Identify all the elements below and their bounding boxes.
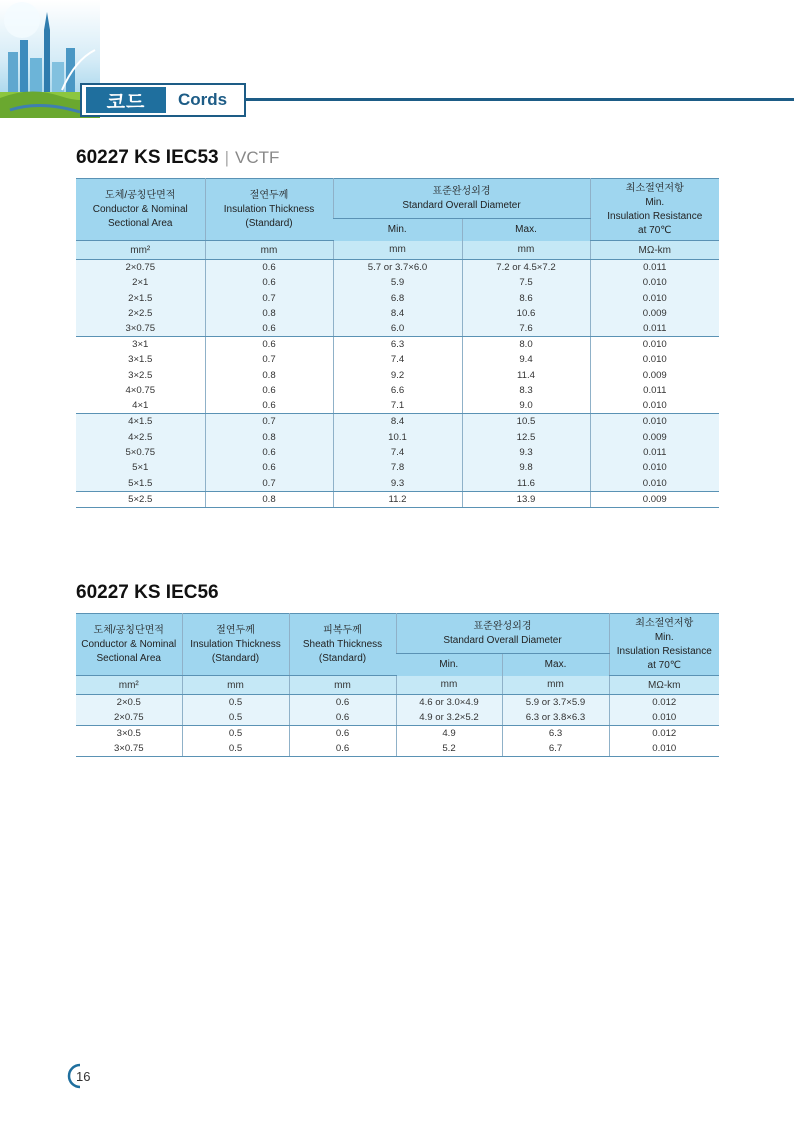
table-row: [76, 306, 719, 321]
table-cell: 0.010: [590, 352, 719, 367]
table-cell: 0.5: [182, 695, 289, 711]
header-text-en: Sheath Thickness: [302, 638, 383, 650]
table-cell: 7.2 or 4.5×7.2: [462, 260, 590, 276]
header-text-en: Insulation Resistance: [616, 645, 712, 657]
table-cell: 5×2.5: [76, 491, 205, 507]
header-text-kr: 최소절연저항: [635, 617, 694, 629]
table-cell: 7.5: [462, 275, 590, 290]
table-cell: 12.5: [462, 429, 590, 444]
table-row: [76, 260, 719, 276]
page-number-text: 16: [76, 1069, 91, 1084]
table-cell: 6.3: [333, 337, 462, 353]
page-number: [66, 1062, 96, 1090]
table-row: [76, 321, 719, 337]
header-text-en: (Standard): [245, 217, 293, 229]
table-cell: 2×1.5: [76, 290, 205, 305]
table-cell: 0.010: [590, 337, 719, 353]
table-cell: 7.4: [333, 445, 462, 460]
table-row: [76, 476, 719, 492]
table-cell: 0.5: [182, 710, 289, 726]
table-row: [76, 429, 719, 444]
header-text-kr: 표준완성외경: [473, 620, 532, 632]
table-cell: 0.011: [590, 321, 719, 337]
table1-header-min: Min.: [333, 219, 462, 241]
table-cell: 3×1: [76, 337, 205, 353]
table-cell: 8.0: [462, 337, 590, 353]
table1: [76, 178, 719, 508]
header-text-en: Sectional Area: [108, 217, 173, 229]
unit-cell: mm: [289, 676, 396, 695]
table-cell: 0.6: [205, 260, 333, 276]
table-cell: 0.7: [205, 476, 333, 492]
table1-header-resistance: [590, 179, 719, 241]
table-row: [76, 491, 719, 507]
table-row: [76, 710, 719, 726]
table2-header-conductor: [76, 614, 182, 676]
unit-cell: MΩ-km: [590, 241, 719, 260]
table-cell: 0.009: [590, 368, 719, 383]
table-cell: 11.2: [333, 491, 462, 507]
table-row: [76, 368, 719, 383]
header-text-en: Insulation Thickness: [223, 203, 315, 215]
table-cell: 6.7: [502, 741, 609, 757]
table-cell: 0.010: [590, 460, 719, 475]
table-cell: 7.1: [333, 398, 462, 414]
table-cell: 5.9: [333, 275, 462, 290]
table1-title-main: 60227 KS IEC53: [76, 147, 219, 168]
section-tab: [80, 83, 246, 117]
table-cell: 0.6: [289, 710, 396, 726]
header-text-en: Min.: [645, 196, 665, 208]
table-row: [76, 695, 719, 711]
header-text-en: (Standard): [211, 652, 260, 664]
table-cell: 6.3 or 3.8×6.3: [502, 710, 609, 726]
table-cell: 3×2.5: [76, 368, 205, 383]
table-cell: 2×0.75: [76, 710, 182, 726]
table-cell: 0.010: [590, 476, 719, 492]
table-cell: 10.5: [462, 414, 590, 430]
table-cell: 6.8: [333, 290, 462, 305]
unit-cell: mm: [502, 676, 609, 695]
table-cell: 5.7 or 3.7×6.0: [333, 260, 462, 276]
table1-subtitle: VCTF: [235, 148, 280, 167]
table1-header-max: Max.: [462, 219, 590, 241]
header-text-kr: 최소절연저항: [625, 182, 684, 194]
table-cell: 9.3: [462, 445, 590, 460]
table-row: [76, 741, 719, 757]
header-text-en: Standard Overall Diameter: [443, 634, 562, 646]
table-cell: 3×0.75: [76, 321, 205, 337]
unit-cell: mm: [396, 676, 502, 695]
section-tab-english: Cords: [178, 90, 228, 109]
table-row: [76, 290, 719, 305]
table-cell: 11.6: [462, 476, 590, 492]
unit-cell: MΩ-km: [609, 676, 719, 695]
unit-cell: mm: [205, 241, 333, 260]
table-cell: 9.8: [462, 460, 590, 475]
table-cell: 0.8: [205, 429, 333, 444]
table-cell: 4×1: [76, 398, 205, 414]
table-cell: 0.012: [609, 726, 719, 742]
table-cell: 7.6: [462, 321, 590, 337]
table-cell: 2×2.5: [76, 306, 205, 321]
table-cell: 6.3: [502, 726, 609, 742]
table2-header-max: Max.: [502, 654, 609, 676]
table-cell: 0.011: [590, 383, 719, 398]
header-text-kr: 절연두께: [216, 624, 255, 636]
header-text-kr: 표준완성외경: [432, 185, 491, 197]
table-cell: 2×0.5: [76, 695, 182, 711]
table-cell: 11.4: [462, 368, 590, 383]
table-cell: 8.6: [462, 290, 590, 305]
header-text-en: Conductor & Nominal: [92, 203, 188, 215]
table-cell: 0.6: [205, 321, 333, 337]
header-text-en: Standard Overall Diameter: [402, 199, 521, 211]
table-cell: 4.9: [396, 726, 502, 742]
table-cell: 0.8: [205, 491, 333, 507]
table-cell: 4.9 or 3.2×5.2: [396, 710, 502, 726]
table1-title: [76, 147, 279, 169]
table-cell: 2×1: [76, 275, 205, 290]
table2-header-min: Min.: [396, 654, 502, 676]
table-cell: 5.2: [396, 741, 502, 757]
table-cell: 4×2.5: [76, 429, 205, 444]
table-cell: 0.7: [205, 414, 333, 430]
table-cell: 0.010: [590, 275, 719, 290]
table-cell: 2×0.75: [76, 260, 205, 276]
table-cell: 0.5: [182, 726, 289, 742]
table-cell: 0.010: [590, 414, 719, 430]
table-cell: 13.9: [462, 491, 590, 507]
table-cell: 0.6: [205, 445, 333, 460]
table-cell: 9.4: [462, 352, 590, 367]
table-cell: 0.010: [609, 710, 719, 726]
table-cell: 9.3: [333, 476, 462, 492]
table-cell: 5×1: [76, 460, 205, 475]
table2: [76, 613, 719, 757]
table-row: [76, 383, 719, 398]
header-text-en: Insulation Resistance: [607, 210, 703, 222]
section-tab-korean: 코드: [86, 87, 166, 113]
table-cell: 5×1.5: [76, 476, 205, 492]
header-text-kr: 도체/공칭단면적: [105, 189, 176, 201]
unit-cell: mm²: [76, 241, 205, 260]
table-row: [76, 445, 719, 460]
header-text-kr: 피복두께: [323, 624, 362, 636]
header-text-en: Conductor & Nominal: [81, 638, 177, 650]
table-cell: 6.6: [333, 383, 462, 398]
table-cell: 4.6 or 3.0×4.9: [396, 695, 502, 711]
header-text-kr: 도체/공칭단면적: [93, 624, 164, 636]
table-cell: 7.8: [333, 460, 462, 475]
header-rule: [246, 98, 794, 101]
table-cell: 0.6: [205, 398, 333, 414]
table-cell: 0.6: [205, 275, 333, 290]
table-row: [76, 414, 719, 430]
table-row: [76, 398, 719, 414]
table-cell: 5.9 or 3.7×5.9: [502, 695, 609, 711]
table-cell: 0.8: [205, 306, 333, 321]
table-cell: 0.009: [590, 429, 719, 444]
table2-title: [76, 582, 219, 604]
table-cell: 0.5: [182, 741, 289, 757]
unit-cell: mm: [182, 676, 289, 695]
table-row: [76, 460, 719, 475]
table-cell: 0.7: [205, 290, 333, 305]
table-cell: 0.6: [289, 726, 396, 742]
table2-header-sheath: [289, 614, 396, 676]
table-cell: 4×0.75: [76, 383, 205, 398]
table2-header-resistance: [609, 614, 719, 676]
header-text-en: (Standard): [318, 652, 367, 664]
table-cell: 0.8: [205, 368, 333, 383]
table-cell: 0.009: [590, 491, 719, 507]
table-cell: 10.1: [333, 429, 462, 444]
table-cell: 7.4: [333, 352, 462, 367]
table-cell: 0.7: [205, 352, 333, 367]
table-row: [76, 337, 719, 353]
table-cell: 0.6: [205, 383, 333, 398]
table-cell: 8.3: [462, 383, 590, 398]
table-cell: 0.6: [289, 695, 396, 711]
table-cell: 0.011: [590, 260, 719, 276]
table2-header-diameter: [396, 614, 609, 654]
table-cell: 0.010: [609, 741, 719, 757]
unit-cell: mm²: [76, 676, 182, 695]
header-text-en: Insulation Thickness: [190, 638, 281, 650]
header-text-en: at 70℃: [647, 659, 681, 671]
unit-cell: mm: [462, 241, 590, 260]
table-cell: 9.2: [333, 368, 462, 383]
header-text-en: at 70℃: [638, 224, 672, 236]
table2-header-insulation: [182, 614, 289, 676]
table1-header-insulation: [205, 179, 333, 241]
title-separator: |: [224, 148, 230, 167]
table-cell: 0.010: [590, 398, 719, 414]
header-text-kr: 절연두께: [249, 189, 289, 201]
table-cell: 4×1.5: [76, 414, 205, 430]
table-cell: 0.6: [289, 741, 396, 757]
table-cell: 3×0.5: [76, 726, 182, 742]
table1-header-diameter: [333, 179, 590, 219]
table-cell: 0.012: [609, 695, 719, 711]
table-cell: 3×1.5: [76, 352, 205, 367]
header-text-en: Sectional Area: [96, 652, 161, 664]
header-text-en: Min.: [654, 631, 674, 643]
table-cell: 0.6: [205, 460, 333, 475]
table-cell: 0.011: [590, 445, 719, 460]
table1-header-conductor: [76, 179, 205, 241]
table-cell: 3×0.75: [76, 741, 182, 757]
unit-cell: mm: [333, 241, 462, 260]
table2-title-main: 60227 KS IEC56: [76, 582, 219, 603]
table-cell: 10.6: [462, 306, 590, 321]
table-cell: 8.4: [333, 306, 462, 321]
table-cell: 0.010: [590, 290, 719, 305]
table-row: [76, 275, 719, 290]
table-cell: 0.009: [590, 306, 719, 321]
table-cell: 0.6: [205, 337, 333, 353]
table-row: [76, 352, 719, 367]
table-row: [76, 726, 719, 742]
table-cell: 8.4: [333, 414, 462, 430]
table-cell: 6.0: [333, 321, 462, 337]
table-cell: 9.0: [462, 398, 590, 414]
table-cell: 5×0.75: [76, 445, 205, 460]
